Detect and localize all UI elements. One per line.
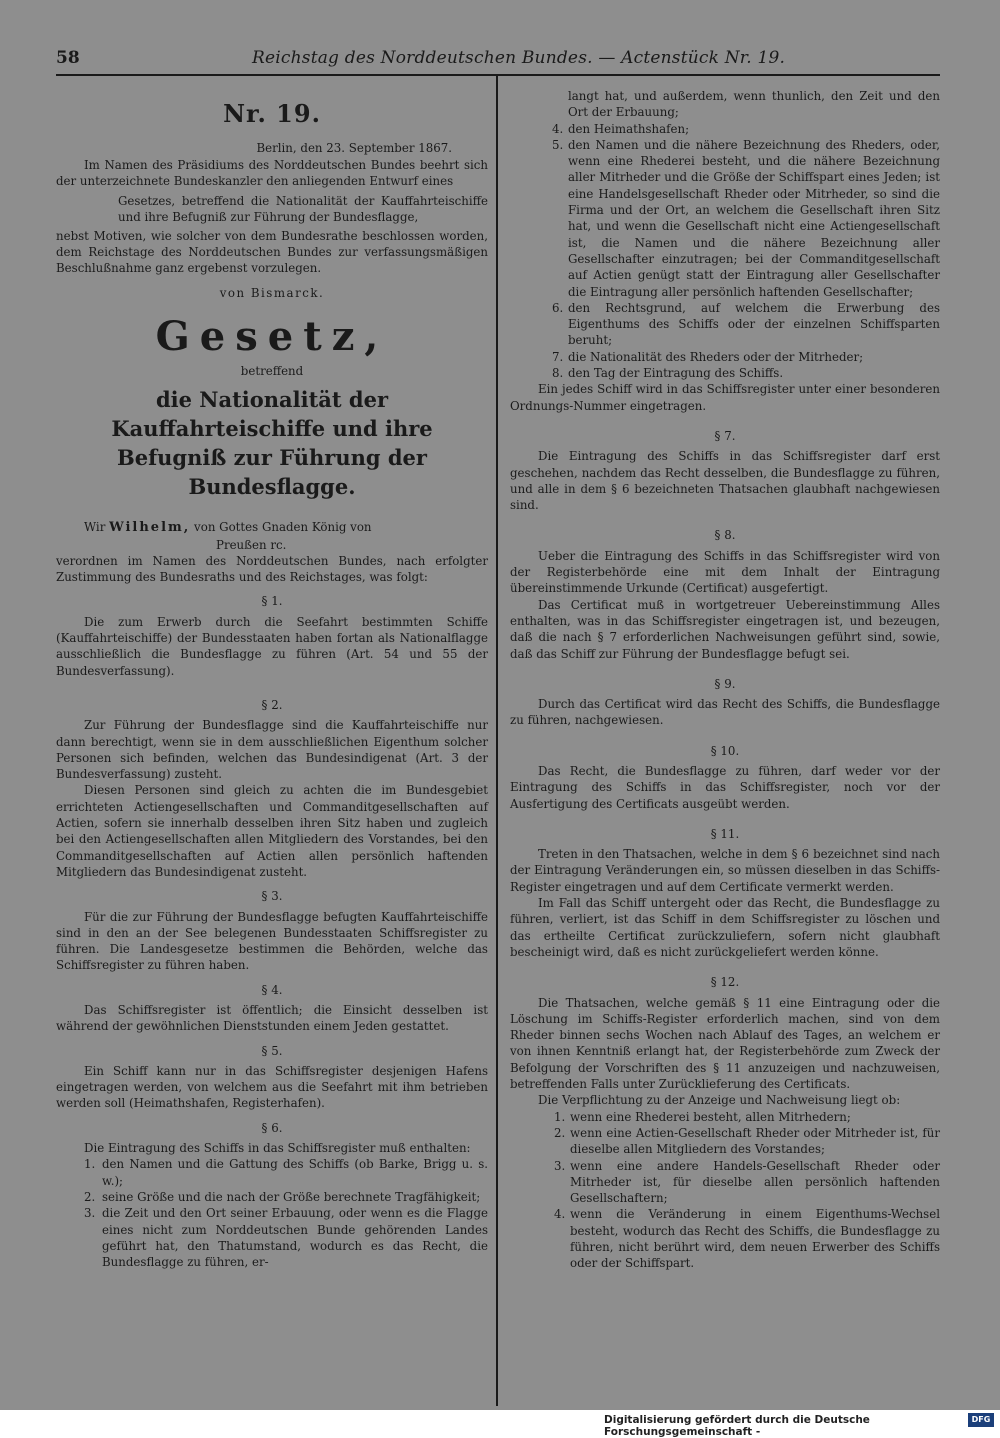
s6-list-left (84, 1156, 488, 1270)
section-paragraph: Das Recht, die Bundesflagge zu führen, darf weder vor der Eintragung des Schiffs in das Schiffsregister, noch vor der Ausfertigung des Certificats ausgeübt werden. (510, 763, 940, 811)
page-number: 58 (56, 48, 80, 68)
list-item (554, 1125, 940, 1158)
item-text: wenn eine Actien-Gesellschaft Rheder oder Mitrheder ist, für dieselbe allen Mitgliedern des Vorstandes; (570, 1125, 940, 1157)
section-paragraph: Ueber die Eintragung des Schiffs in das Schiffsregister wird von der Registerbehörde eine mit dem Inhalt der Eintragung übereinstimmende Urkunde (Certificat) ausgefertigt. (510, 548, 940, 596)
s12-list (554, 1109, 940, 1272)
date-line: Berlin, den 23. September 1867. (256, 141, 452, 156)
section-paragraph: Das Certificat muß in wortgetreuer Uebereinstimmung Alles enthalten, was in das Schiffsregister eingetragen ist, und bezeugen, daß die nach § 7 erforderlichen Nachweisungen geführt sind, sowie, daß das Schiff zur Führung der Bundesflagge befugt sei. (510, 597, 940, 661)
section-heading: § 8. (714, 528, 736, 543)
section-heading: § 3. (261, 889, 283, 904)
item-number: 4. (552, 121, 564, 136)
section-paragraph: Die zum Erwerb durch die Seefahrt bestimmten Schiffe (Kauffahrteischiffe) der Bundesstaaten haben fortan als Nationalflagge ausschließlich die Bundesflagge zu führen (Art. 54 und 55 der Bundesverfassung). (56, 614, 488, 678)
item-number: 3. (554, 1158, 566, 1173)
section-paragraph: Treten in den Thatsachen, welche in dem § 6 bezeichnet sind nach der Eintragung Veränderungen ein, so müssen dieselben in das Schiffs-Register eingetragen und auf dem Certificate vermerkt werden. (510, 847, 940, 894)
section-paragraph: Durch das Certificat wird das Recht des Schiffs, die Bundesflagge zu führen, nachgewiesen. (510, 697, 940, 728)
running-head: Reichstag des Norddeutschen Bundes. — Actenstück Nr. 19. (252, 48, 786, 68)
section-heading: § 5. (261, 1043, 283, 1058)
section-heading: § 9. (714, 676, 736, 691)
section-heading: § 1. (261, 594, 283, 609)
item-number: 7. (552, 349, 564, 364)
section-paragraph: Ein Schiff kann nur in das Schiffsregister desjenigen Hafens eingetragen werden, von welchem aus die Seefahrt mit ihm betrieben werden soll (Heimathshafen, Registerhafen). (56, 1063, 488, 1111)
item-text: die Nationalität des Rheders oder der Mitrheder; (568, 349, 864, 364)
list-item (552, 349, 940, 365)
list-item (554, 1109, 940, 1125)
list-item (552, 365, 940, 381)
section-heading: § 12. (710, 975, 740, 990)
list-item (552, 137, 940, 300)
list-item (84, 1156, 488, 1189)
signature: von Bismarck. (219, 285, 325, 300)
item-text: den Namen und die nähere Bezeichnung des Rheders, oder, wenn eine Rhederei besteht, und die nähere Bezeichnung aller Mitrheder und die Größe der Schiffspart eines Jeden; ist eine Handelsgesellschaft Rheder oder Mitrheder, so sind die Firma und der Ort, an welchem die Gesellschaft ihren Sitz hat, und wenn die Gesellschaft nicht eine Actiengesellschaft ist, die Namen und die nähere Bezeichnung aller Gesellschafter einzutragen; bei der Commanditgesellschaft auf Actien genügt statt der Eintragung aller Gesellschafter die Eintragung aller persönlich haftenden Gesellschafter; (568, 137, 940, 299)
law-subheading: betreffend (240, 363, 304, 378)
section-paragraph: Im Fall das Schiff untergeht oder das Recht, die Bundesflagge zu führen, verliert, ist das Schiff in dem Schiffsregister zu löschen und das ertheilte Certificat zurückzuliefern, sofern nicht glaubhaft bescheinigt wird, daß es nicht zurückgeliefert werden könne. (510, 896, 940, 959)
item-text: seine Größe und die nach der Größe berechnete Tragfähigkeit; (102, 1189, 481, 1204)
item-text: wenn die Veränderung in einem Eigenthums-Wechsel besteht, wodurch das Recht des Schiffs, die Bundesflagge zu führen, nicht berührt wird, dem neuen Erwerber des Schiffs oder der Schiffspart. (570, 1207, 940, 1271)
preamble-land: Preußen rc. (216, 537, 287, 552)
header-rule (56, 74, 940, 76)
section-paragraph: Zur Führung der Bundesflagge sind die Kauffahrteischiffe nur dann berechtigt, wenn sie in dem ausschließlichen Eigenthum solcher Personen sich befinden, welchen das Bundesindigenat (Art. 3 der Bundesverfassung) zusteht. (56, 718, 488, 782)
list-item (84, 1205, 488, 1270)
item-number: 2. (84, 1189, 96, 1204)
page-header (56, 48, 938, 74)
preamble-wir: Wir (84, 520, 106, 535)
section-paragraph: Diesen Personen sind gleich zu achten die im Bundesgebiet errichteten Actiengesellschaften und Commanditgesellschaften auf Actien, sofern sie innerhalb desselben ihren Sitz haben und zugleich bei den Actiengesellschaften allen Mitgliedern des Vorstandes, bei den Commanditgesellschaften auf Actien allen persönlich haftenden Mitgliedern das Bundesindigenat zusteht. (56, 783, 488, 879)
column-divider (496, 76, 498, 1406)
list-item (554, 1206, 940, 1271)
list-item (554, 1158, 940, 1207)
preamble-rest: von Gottes Gnaden König von (194, 520, 372, 535)
section-heading: § 6. (261, 1120, 283, 1135)
intro-end: nebst Motiven, wie solcher von dem Bundesrathe beschlossen worden, dem Reichstage des Norddeutschen Bundes zur verfassungsmäßigen Beschlußnahme ganz ergebenst vorzulegen. (56, 228, 488, 276)
item-number: 3. (84, 1206, 96, 1221)
section-paragraph: Die Verpflichtung zu der Anzeige und Nachweisung liegt ob: (538, 1093, 901, 1108)
preamble-text: verordnen im Namen des Norddeutschen Bundes, nach erfolgter Zustimmung des Bundesraths und des Reichstages, was folgt: (56, 553, 488, 585)
section-heading: § 11. (710, 826, 740, 841)
section-paragraph: Das Schiffsregister ist öffentlich; die Einsicht desselben ist während der gewöhnlichen Dienststunden einem Jeden gestattet. (56, 1002, 488, 1034)
digitization-credit: Digitalisierung gefördert durch die Deutsche Forschungsgemeinschaft - (604, 1414, 870, 1438)
item-text: wenn eine andere Handels-Gesellschaft Rheder oder Mitrheder ist, für dieselbe allen persönlich haftenden Gesellschaftern; (570, 1158, 940, 1206)
section-heading: § 10. (710, 743, 740, 758)
section-heading: § 7. (714, 428, 736, 443)
intro-text: Im Namen des Präsidiums des Norddeutschen Bundes beehrt sich der unterzeichnete Bundeskanzler den anliegenden Entwurf eines (56, 157, 488, 188)
item-text: den Heimathshafen; (568, 121, 690, 136)
item-text: den Namen und die Gattung des Schiffs (ob Barke, Brigg u. s. w.); (102, 1157, 488, 1188)
section-heading: § 2. (261, 697, 283, 712)
right-column (510, 88, 940, 1272)
item-text: die Zeit und den Ort seiner Erbauung, oder wenn es die Flagge eines nicht zum Norddeutschen Bunde gehörenden Landes geführt hat, den Thatumstand, wodurch es das Recht, die Bundesflagge zu führen, er- (102, 1206, 488, 1270)
bill-title: Gesetzes, betreffend die Nationalität der Kauffahrteischiffe und ihre Befugniß zur Führung der Bundesflagge, (118, 194, 488, 225)
section-paragraph: Ein jedes Schiff wird in das Schiffsregister unter einer besonderen Ordnungs-Nummer eingetragen. (510, 382, 940, 413)
left-column (56, 99, 488, 1270)
section-paragraph: Die Thatsachen, welche gemäß § 11 eine Eintragung oder die Löschung im Schiffs-Register erforderlich machen, sind von dem Rheder binnen sechs Wochen nach Ablauf des Tages, an welchem er von ihnen Kenntniß erlangt hat, der Registerbehörde zum Zweck der Befolgung der Vorschriften des § 11 anzuzeigen und nachzuweisen, betreffenden Falls unter Zurücklieferung des Certificats. (510, 995, 940, 1092)
section-paragraph: Die Eintragung des Schiffs in das Schiffsregister darf erst geschehen, nachdem das Recht desselben, die Bundesflagge zu führen, und alle in dem § 6 bezeichneten Thatsachen glaubhaft nachgewiesen sind. (510, 449, 940, 513)
item-number: 1. (554, 1109, 566, 1124)
item-number: 2. (554, 1125, 566, 1140)
list-item (552, 300, 940, 349)
continuation-text: langt hat, und außerdem, wenn thunlich, den Zeit und den Ort der Erbauung; (568, 89, 940, 120)
law-heading: Gesetz, (155, 312, 389, 360)
s6-list-right (552, 121, 940, 382)
law-title: die Nationalität der Kauffahrteischiffe und ihre Befugniß zur Führung der Bundesflagge. (111, 387, 433, 500)
preamble-head (84, 519, 488, 553)
item-number: 4. (554, 1207, 566, 1222)
item-text: den Tag der Eintragung des Schiffs. (568, 366, 784, 381)
item-number: 1. (84, 1157, 96, 1172)
document-number: Nr. 19. (223, 99, 321, 128)
item-number: 8. (552, 366, 564, 381)
section-paragraph: Die Eintragung des Schiffs in das Schiffsregister muß enthalten: (84, 1141, 471, 1156)
item-text: den Rechtsgrund, auf welchem die Erwerbung des Eigenthums des Schiffs oder der einzelnen Schiffsparten beruht; (568, 300, 940, 348)
dfg-logo: DFG (968, 1413, 994, 1427)
list-item (552, 121, 940, 137)
section-paragraph: Für die zur Führung der Bundesflagge befugten Kauffahrteischiffe sind in den an der See belegenen Bundesstaaten Schiffsregister zu führen. Die Landesgesetze bestimmen die Behörden, welche das Schiffsregister zu führen haben. (56, 909, 488, 973)
preamble-name: Wilhelm, (109, 520, 191, 536)
item-number: 6. (552, 300, 564, 315)
section-heading: § 4. (261, 982, 283, 997)
item-number: 5. (552, 137, 564, 152)
item-text: wenn eine Rhederei besteht, allen Mitrhedern; (570, 1109, 851, 1124)
list-item (84, 1189, 488, 1205)
